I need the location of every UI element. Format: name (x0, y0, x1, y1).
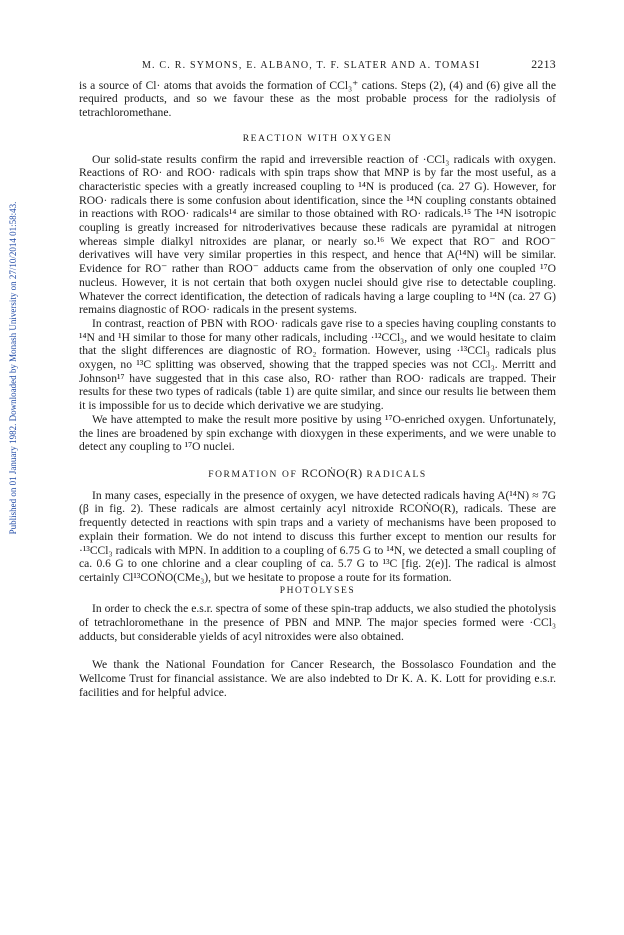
paragraph-radiolysis-conclusion: is a source of Cl· atoms that avoids the formation of CCl₃⁺ cations. Steps (2), (4) and (6) give all the required products, and so we favour these as the most probable process for the radiolysis of tetrachloromethane. (79, 78, 556, 120)
heading-reaction-with-oxygen: REACTION WITH OXYGEN (242, 133, 393, 144)
page-number: 2213 (531, 57, 556, 71)
running-head (79, 58, 556, 73)
heading-photolyses: PHOTOLYSES (279, 585, 356, 596)
heading-formation-suffix: RADICALS (362, 469, 427, 480)
paragraph-photolysis: In order to check the e.s.r. spectra of some of these spin-trap adducts, we also studied the photolysis of tetrachloromethane in the presence of PBN and MNP. The major species formed were ·CCl₃ adducts, but considerable yields of acyl nitroxides were also obtained. (79, 602, 556, 643)
article-page (79, 58, 556, 700)
paragraph-17o-enrichment: We have attempted to make the result more positive by using ¹⁷O-enriched oxygen. Unfortunately, the lines are broadened by spin exchange with dioxygen in these experiments, and we were unable to detect any coupling to ¹⁷O nuclei. (79, 412, 556, 454)
paragraph-solid-state-results: Our solid-state results confirm the rapid and irreversible reaction of ·CCl₃ radicals with oxygen. Reactions of RO· and ROO· radicals with spin traps show that MNP is by far the most useful, as a characteristic species with a greatly increased coupling to ¹⁴N is produced (ca. 27 G). However, for ROO· radicals there is some confusion about identification, since the ¹⁴N coupling constants obtained in reactions with ROO· radicals¹⁴ are similar to those obtained with RO· radicals.¹⁵ The ¹⁴N isotropic coupling is greatly increased for nitroderivatives because these radicals are pyramidal at nitrogen whereas simple dialkyl nitroxides are planar, or nearly so.¹⁶ We expect that RO⁻ and ROO⁻ derivatives will have very similar properties in this respect, and hence that A(¹⁴N) will be similar. Evidence for RO⁻ rather than ROO⁻ adducts came from the observation of only one coupled ¹⁷O nucleus. However, it is not certain that both oxygen nuclei should give rise to detectable coupling. Whatever the correct identification, the detection of radicals having a large coupling to ¹⁴N (ca. 27 G) remains diagnostic of ROO· radicals in the present systems. (79, 152, 556, 317)
paragraph-acyl-nitroxides: In many cases, especially in the presence of oxygen, we have detected radicals having A(¹⁴N) ≈ 7G (β in fig. 2). These radicals are almost certainly acyl nitroxide RCOṄO(R), radicals. These are frequently detected in reactions with spin traps and a variety of mechanisms have been proposed to explain their formation. We do not intend to discuss this further except to mention our results for ·¹³CCl₃ radicals with MPN. In addition to a coupling of 6.75 G to ¹⁴N, we detected a small coupling of ca. 0.6 G to one chlorine and a clear coupling of ca. 5.7 G to ¹³C [fig. 2(e)]. The radical is almost certainly Cl¹³COṄO(CMe₃), but we hesitate to propose a route for its formation. (79, 488, 556, 584)
heading-formation-formula: RCOṄO(R) (301, 465, 363, 480)
paragraph-pbn-reaction: In contrast, reaction of PBN with ROO· radicals gave rise to a species having coupling constants to ¹⁴N and ¹H similar to those for many other radicals, including ·¹²CCl₃, and we would hesitate to claim that the slight differences are diagnostic of RO₂ formation. However, using ·¹³CCl₃ radicals plus oxygen, no ¹³C splitting was observed, showing that the trapped species was not CCl₃. Merritt and Johnson¹⁷ have suggested that in this case also, RO· rather than ROO· radicals are trapped. Their results for these two types of radicals (table 1) are quite similar, and since our results lie between them it is impossible for us to decide which derivative we are studying. (79, 316, 556, 413)
spacer (79, 643, 556, 658)
author-list: M. C. R. SYMONS, E. ALBANO, T. F. SLATER AND A. TOMASI (141, 60, 481, 71)
heading-formation-prefix: FORMATION OF (208, 469, 302, 480)
paragraph-acknowledgements: We thank the National Foundation for Cancer Research, the Bossolasco Foundation and the Wellcome Trust for financial assistance. We are also indebted to Dr K. A. K. Lott for providing e.s.r. facilities and for helpful advice. (79, 658, 556, 699)
heading-formation-acyl-nitroxide (79, 467, 556, 483)
publication-sidebar (6, 136, 20, 599)
published-note: Published on 01 January 1982. Downloaded by Monash University on 27/10/2014 01:58:43. (8, 201, 18, 534)
